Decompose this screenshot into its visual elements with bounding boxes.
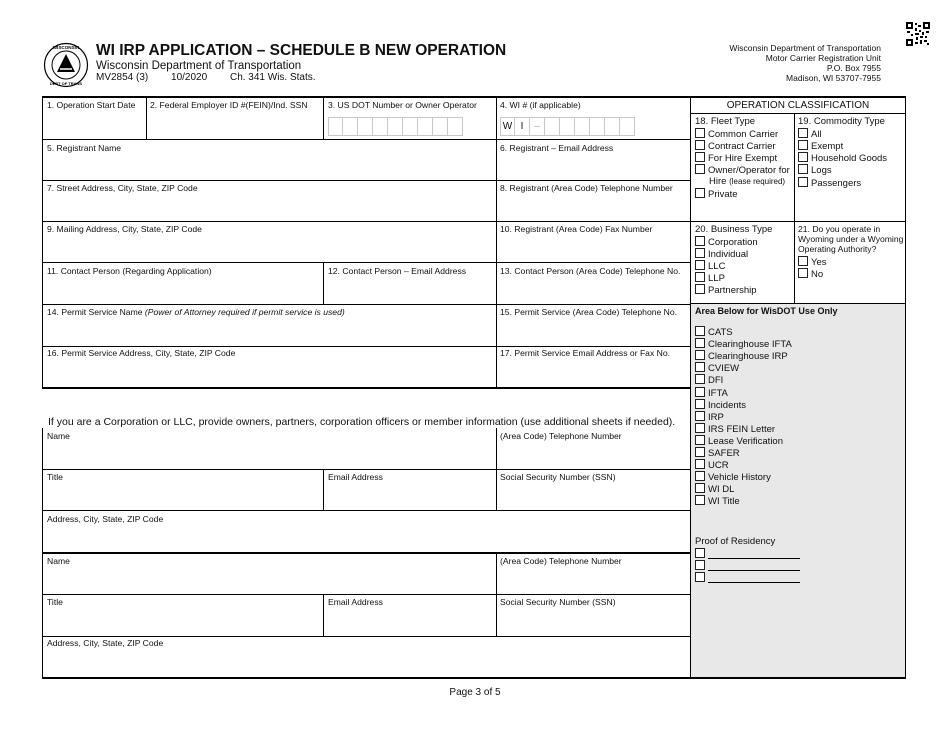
option-label: Partnership — [708, 285, 757, 296]
option-label: All — [811, 129, 822, 140]
checkbox-icon — [695, 459, 705, 469]
permit-service-email-input[interactable] — [500, 361, 686, 383]
wisdot-item-label: CVIEW — [708, 363, 740, 375]
operation-start-date-label: 1. Operation Start Date — [47, 100, 136, 110]
residency-blank[interactable] — [708, 573, 800, 583]
seal-bottom-text: DEPT OF TRANS — [49, 81, 83, 86]
contact-person-label: 11. Contact Person (Regarding Application) — [47, 266, 212, 276]
wisdot-checkbox-item[interactable] — [695, 423, 775, 436]
registrant-fax-label: 10. Registrant (Area Code) Fax Number — [500, 224, 653, 234]
option-label: Contract Carrier — [708, 141, 776, 152]
contact-person-input[interactable] — [47, 279, 319, 301]
permit-service-name-text: 14. Permit Service Name — [47, 307, 143, 317]
registrant-phone-label: 8. Registrant (Area Code) Telephone Number — [500, 183, 673, 193]
wisdot-checkbox-item[interactable] — [695, 387, 728, 400]
registrant-name-input[interactable] — [47, 156, 492, 178]
owner-1-title-input[interactable] — [47, 485, 319, 507]
wisdot-checkbox-item[interactable] — [695, 471, 771, 484]
power-of-attorney-note: (Power of Attorney required if permit service is used) — [144, 307, 345, 317]
operation-classification-heading: OPERATION CLASSIFICATION — [726, 100, 870, 111]
wisdot-item-label: WI DL — [708, 484, 735, 496]
wisdot-checkbox-item[interactable] — [695, 495, 740, 508]
address-line: P.O. Box 7955 — [826, 63, 881, 73]
fleet-type-label: 18. Fleet Type — [695, 116, 756, 127]
owner-2-title-input[interactable] — [47, 610, 319, 632]
option-label: Common Carrier — [708, 129, 779, 140]
checkbox-icon — [695, 260, 705, 270]
checkbox-icon — [695, 495, 705, 505]
permit-service-email-label: 17. Permit Service Email Address or Fax No. — [500, 348, 671, 358]
checkbox-icon — [695, 362, 705, 372]
option-label: No — [811, 269, 824, 280]
registrant-phone-input[interactable] — [500, 196, 686, 218]
wisdot-item-label: SAFER — [708, 448, 740, 459]
owner-2-ssn-label: Social Security Number (SSN) — [500, 597, 616, 607]
wisdot-checkbox-item[interactable] — [695, 483, 734, 496]
fleet-option[interactable] — [695, 188, 738, 201]
owner-2-email-label: Email Address — [328, 597, 383, 607]
owners-instruction: If you are a Corporation or LLC, provide owners, partners, corporation officers or member information (use additional sheets if needed). — [48, 416, 676, 428]
usdot-label: 3. US DOT Number or Owner Operator — [328, 100, 477, 110]
permit-service-address-label: 16. Permit Service Address, City, State, ZIP Code — [47, 348, 236, 358]
contact-phone-input[interactable] — [500, 279, 686, 301]
wi-prefix-w: W — [500, 117, 515, 136]
owner-1-ssn-input[interactable] — [500, 485, 686, 507]
owner-1-address-input[interactable] — [47, 527, 686, 549]
fein-input[interactable] — [150, 114, 320, 136]
option-label: LLP — [708, 273, 725, 284]
registrant-email-input[interactable] — [500, 156, 686, 178]
usdot-input[interactable] — [328, 117, 463, 136]
wyoming-question-line: 21. Do you operate in — [798, 224, 881, 234]
wi-number-input[interactable]: W I – — [500, 117, 635, 136]
wisdot-seal-logo — [43, 42, 89, 88]
residency-blank[interactable] — [708, 549, 800, 559]
owner-1-title-label: Title — [47, 472, 63, 482]
contact-email-input[interactable] — [328, 279, 492, 301]
option-label: LLC — [708, 261, 726, 272]
contact-phone-label: 13. Contact Person (Area Code) Telephone No. — [500, 266, 681, 276]
wisdot-item-label: Clearinghouse IFTA — [708, 339, 792, 351]
owner-2-ssn-input[interactable] — [500, 610, 686, 632]
wisdot-checkbox-item[interactable] — [695, 411, 724, 424]
operation-start-date-input[interactable] — [47, 114, 143, 136]
checkbox-icon — [695, 435, 705, 445]
business-option[interactable] — [695, 284, 757, 297]
checkbox-icon — [695, 164, 705, 174]
owner-1-name-label: Name — [47, 431, 70, 441]
mailing-address-label: 9. Mailing Address, City, State, ZIP Code — [47, 224, 202, 234]
option-label: Logs — [811, 165, 832, 176]
address-line: Madison, WI 53707-7955 — [786, 73, 881, 83]
checkbox-icon — [695, 374, 705, 384]
checkbox-icon — [695, 326, 705, 336]
lease-required-note: (lease required) — [729, 177, 786, 186]
owner-1-phone-label: (Area Code) Telephone Number — [500, 431, 622, 441]
owner-1-ssn-label: Social Security Number (SSN) — [500, 472, 616, 482]
wisdot-item-label: Clearinghouse IRP — [708, 351, 788, 363]
wisdot-item-label: WI Title — [708, 496, 740, 508]
option-label: Passengers — [811, 178, 862, 189]
checkbox-icon — [695, 338, 705, 348]
wi-number-label: 4. WI # (if applicable) — [500, 100, 581, 110]
wisdot-item-label: IFTA — [708, 387, 728, 399]
checkbox-icon — [695, 399, 705, 409]
checkbox-icon — [695, 272, 705, 282]
permit-service-address-input[interactable] — [47, 361, 492, 383]
wyoming-option[interactable] — [798, 268, 823, 281]
owner-1-phone-input[interactable] — [500, 444, 686, 466]
checkbox-icon — [695, 350, 705, 360]
checkbox-icon — [695, 572, 705, 582]
wisdot-item-label: Lease Verification — [708, 435, 783, 447]
contact-email-label: 12. Contact Person – Email Address — [328, 266, 467, 276]
qr-code-icon — [906, 22, 930, 46]
wisdot-item-label: IRS FEIN Letter — [708, 423, 776, 435]
option-label: Individual — [708, 249, 749, 260]
page-number: Page 3 of 5 — [449, 687, 501, 698]
registrant-fax-input[interactable] — [500, 237, 686, 259]
checkbox-icon — [695, 447, 705, 457]
owner-1-email-input[interactable] — [328, 485, 492, 507]
form-statute: Ch. 341 Wis. Stats. — [229, 72, 316, 83]
owner-2-address-input[interactable] — [47, 651, 686, 673]
checkbox-icon — [695, 483, 705, 493]
fleet-hire-line — [709, 176, 785, 188]
checkbox-icon — [695, 423, 705, 433]
registrant-name-label: 5. Registrant Name — [47, 143, 122, 153]
wisdot-item-label: IRP — [708, 411, 724, 423]
checkbox-icon — [695, 548, 705, 558]
seal-top-text: WISCONSIN — [52, 45, 80, 50]
residency-blank[interactable] — [708, 561, 800, 571]
permit-service-name-label — [47, 307, 345, 318]
checkbox-icon — [695, 140, 705, 150]
address-line: Wisconsin Department of Transportation — [729, 43, 881, 53]
wi-prefix-i: I — [515, 117, 530, 136]
commodity-option[interactable] — [798, 177, 861, 190]
checkbox-icon — [695, 128, 705, 138]
wyoming-question-line: Operating Authority? — [798, 244, 877, 254]
registrant-email-label: 6. Registrant – Email Address — [500, 143, 614, 153]
form-title: WI IRP APPLICATION – SCHEDULE B NEW OPERATION — [96, 42, 507, 59]
permit-service-phone-label: 15. Permit Service (Area Code) Telephone No. — [500, 307, 678, 317]
residency-line[interactable] — [695, 572, 800, 585]
commodity-option[interactable] — [798, 164, 832, 177]
checkbox-icon — [798, 177, 808, 187]
wisdot-item-label: UCR — [708, 460, 729, 472]
street-address-label: 7. Street Address, City, State, ZIP Code — [47, 183, 198, 193]
owner-2-address-label: Address, City, State, ZIP Code — [47, 638, 164, 648]
wisdot-item-label: DFI — [708, 375, 724, 387]
form-date: 10/2020 — [171, 72, 208, 83]
checkbox-icon — [798, 256, 808, 266]
wisdot-checkbox-item[interactable] — [695, 326, 733, 339]
fleet-hire-text: Hire — [709, 176, 727, 187]
form-number: MV2854 (3) — [96, 72, 149, 83]
mailing-address-block — [621, 43, 881, 83]
option-label: Household Goods — [811, 153, 888, 164]
street-address-input[interactable] — [47, 196, 492, 218]
owner-2-title-label: Title — [47, 597, 63, 607]
checkbox-icon — [798, 140, 808, 150]
wisdot-checkbox-item[interactable] — [695, 399, 746, 412]
wisdot-item-label: Incidents — [708, 399, 747, 411]
proof-of-residency-label: Proof of Residency — [695, 536, 776, 547]
wisdot-checkbox-item[interactable] — [695, 459, 729, 472]
option-label: For Hire Exempt — [708, 153, 778, 164]
permit-service-phone-input[interactable] — [500, 320, 686, 342]
owner-1-name-input[interactable] — [47, 444, 492, 466]
wisdot-checkbox-item[interactable] — [695, 374, 723, 387]
owner-2-phone-input[interactable] — [500, 569, 686, 591]
checkbox-icon — [695, 188, 705, 198]
checkbox-icon — [695, 471, 705, 481]
wisdot-item-label: Vehicle History — [708, 472, 771, 484]
owner-2-phone-label: (Area Code) Telephone Number — [500, 556, 622, 566]
checkbox-icon — [798, 128, 808, 138]
wisdot-item-label: CATS — [708, 327, 733, 338]
checkbox-icon — [695, 284, 705, 294]
owner-1-address-label: Address, City, State, ZIP Code — [47, 514, 164, 524]
wyoming-question-line: Wyoming under a Wyoming — [798, 234, 904, 244]
checkbox-icon — [695, 411, 705, 421]
owner-2-email-input[interactable] — [328, 610, 492, 632]
checkbox-icon — [798, 164, 808, 174]
wisdot-checkbox-item[interactable] — [695, 447, 740, 460]
wisdot-checkbox-item[interactable] — [695, 435, 783, 448]
department-name: Wisconsin Department of Transportation — [96, 60, 302, 72]
business-type-label: 20. Business Type — [695, 224, 773, 235]
mailing-address-input[interactable] — [47, 237, 492, 259]
address-line: Motor Carrier Registration Unit — [765, 53, 881, 63]
commodity-type-label: 19. Commodity Type — [798, 116, 885, 127]
option-label: Private — [708, 189, 738, 200]
option-label: Yes — [811, 257, 827, 268]
checkbox-icon — [695, 248, 705, 258]
permit-service-name-input[interactable] — [47, 320, 492, 342]
checkbox-icon — [798, 268, 808, 278]
fein-label: 2. Federal Employer ID #(FEIN)/Ind. SSN — [150, 100, 308, 110]
checkbox-icon — [695, 387, 705, 397]
option-label: Owner/Operator for — [708, 165, 790, 176]
owner-2-name-input[interactable] — [47, 569, 492, 591]
owner-2-name-label: Name — [47, 556, 70, 566]
checkbox-icon — [695, 152, 705, 162]
wisdot-checkbox-item[interactable] — [695, 362, 739, 375]
wisdot-use-only-heading: Area Below for WisDOT Use Only — [695, 306, 838, 316]
wisdot-checkbox-item[interactable] — [695, 338, 792, 351]
checkbox-icon — [798, 152, 808, 162]
checkbox-icon — [695, 560, 705, 570]
option-label: Corporation — [708, 237, 758, 248]
owner-1-email-label: Email Address — [328, 472, 383, 482]
option-label: Exempt — [811, 141, 844, 152]
checkbox-icon — [695, 236, 705, 246]
form-info — [96, 72, 336, 83]
wyoming-question — [798, 224, 903, 254]
wisdot-checkbox-item[interactable] — [695, 350, 788, 363]
